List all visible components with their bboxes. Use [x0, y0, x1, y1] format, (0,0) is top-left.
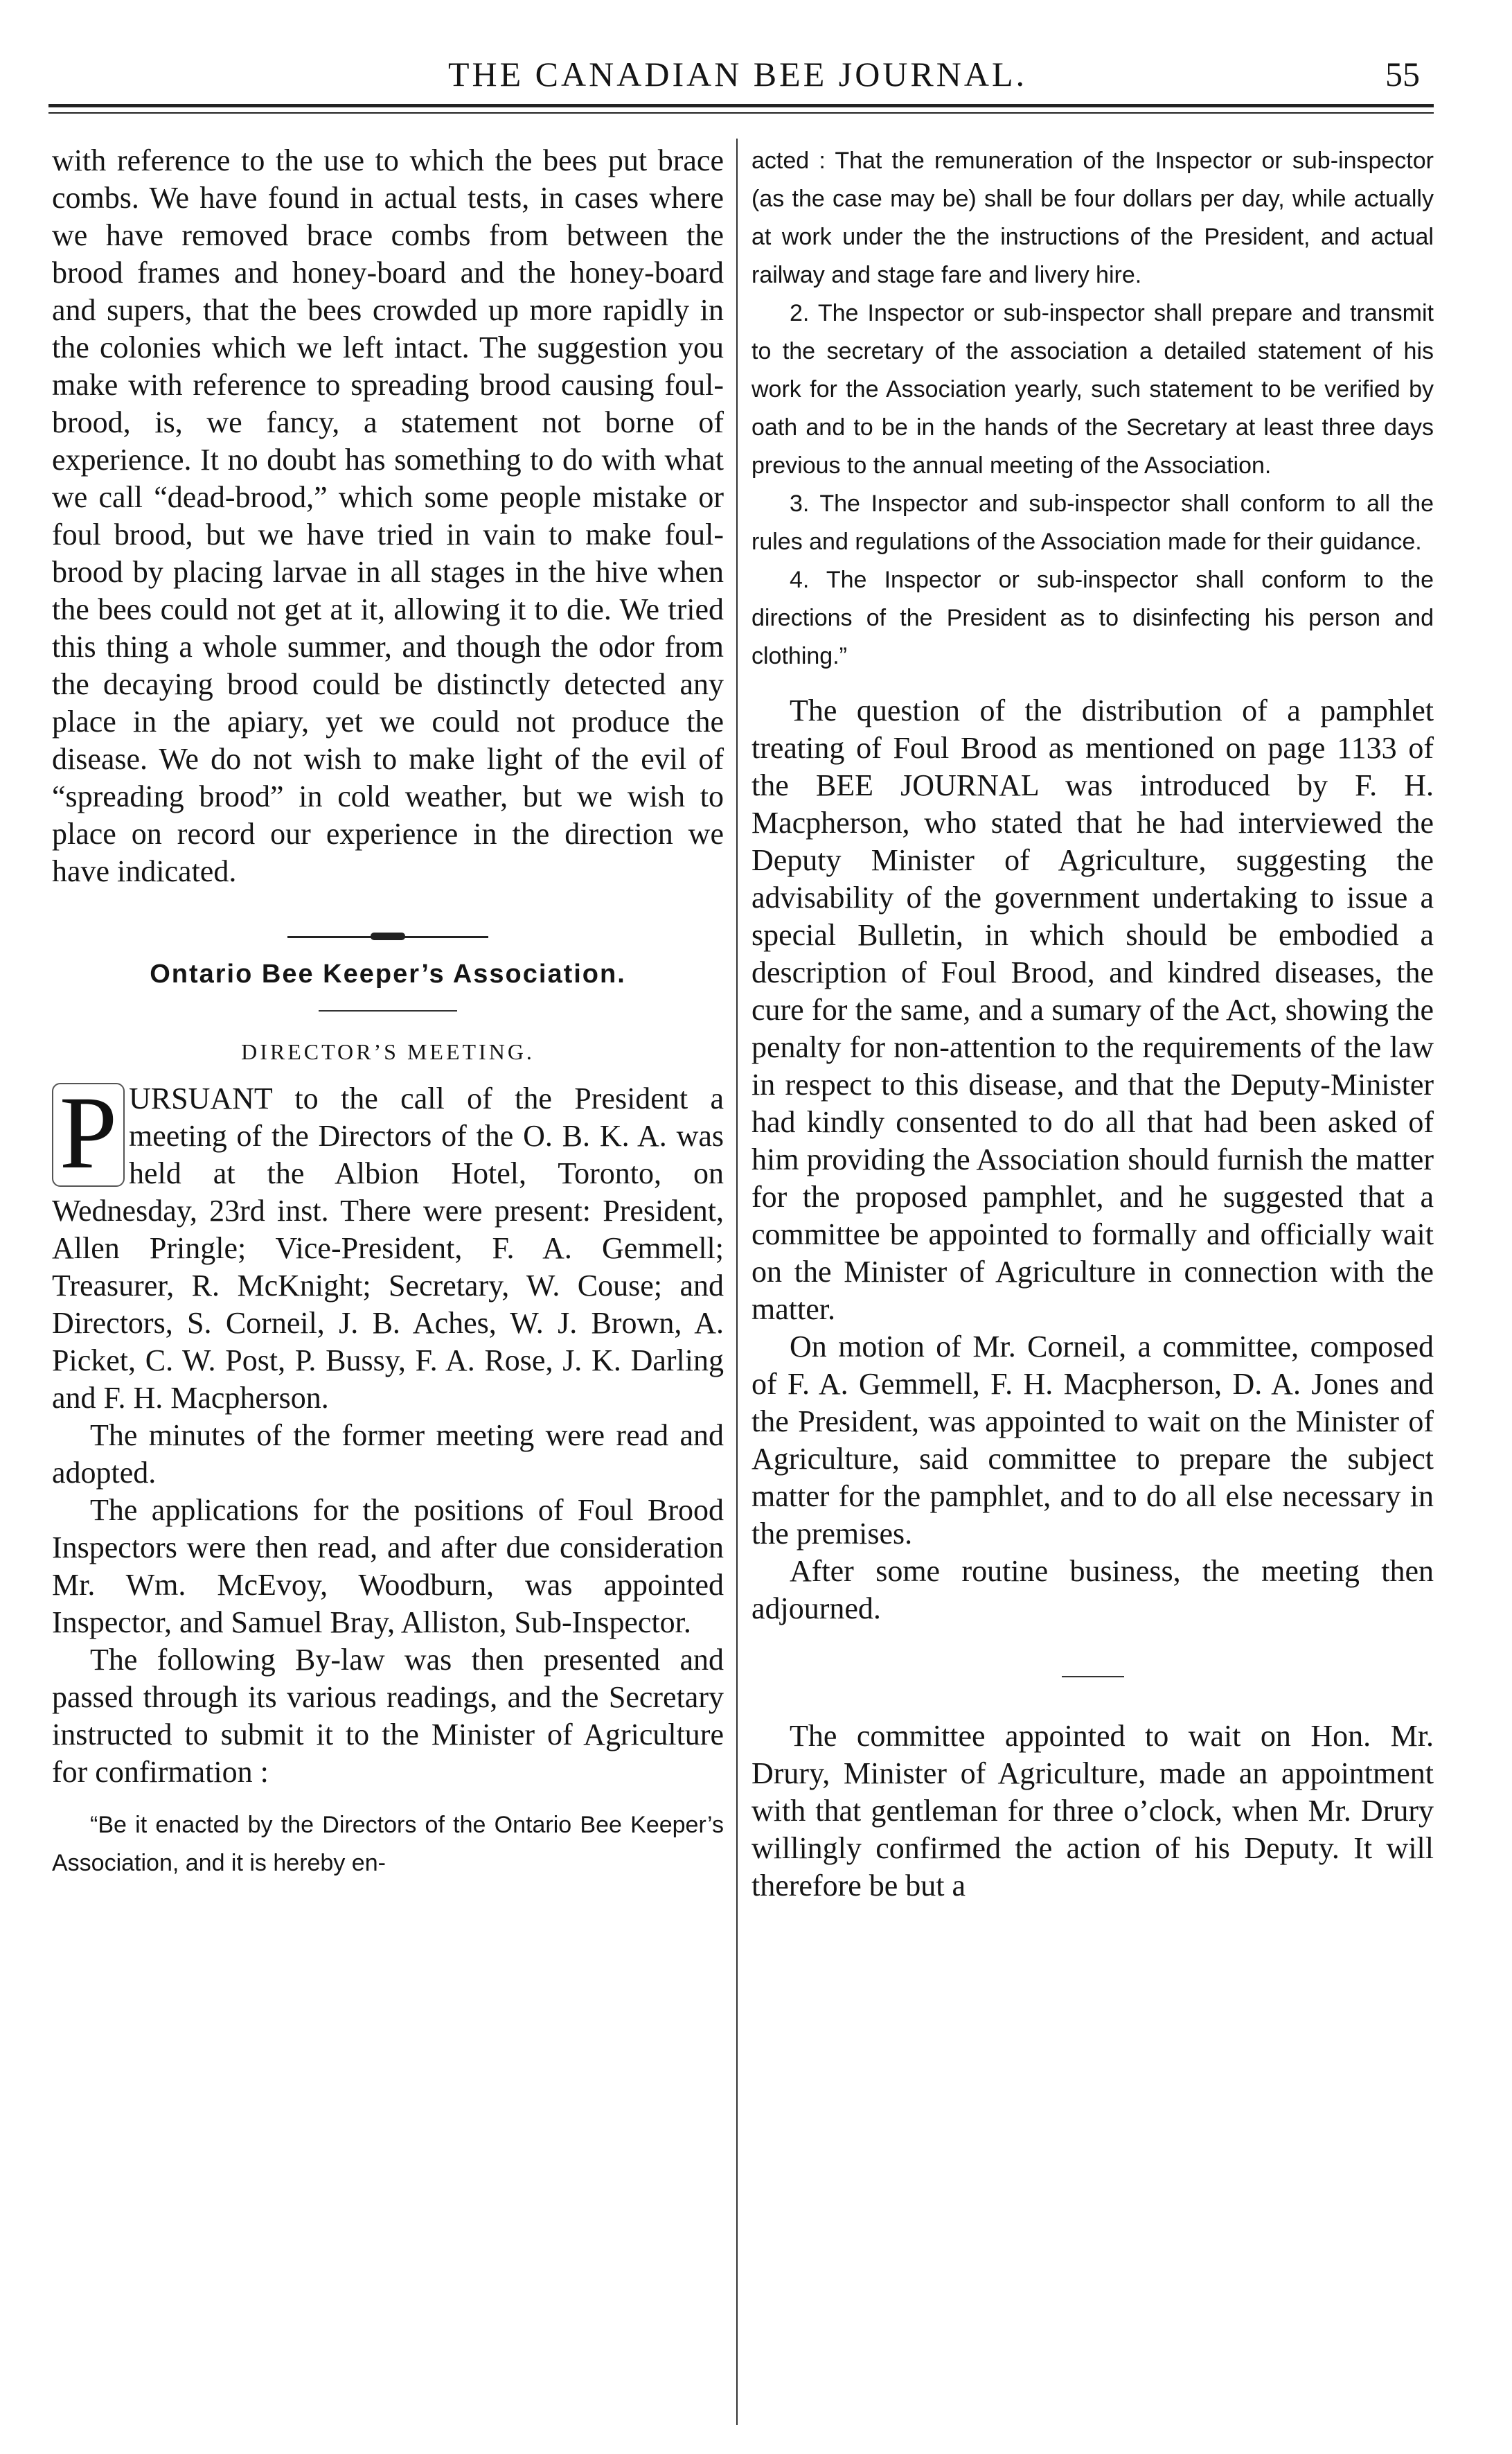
- journal-title: THE CANADIAN BEE JOURNAL.: [447, 55, 1028, 94]
- section-ornament: [52, 930, 724, 943]
- section-title: Ontario Bee Keeper’s Association.: [150, 960, 626, 989]
- separator-rule: [1062, 1676, 1124, 1677]
- pamphlet-paragraph: The question of the distribution of a pamphlet treating of Foul Brood as mentioned on page 1133 of the BEE JOURNAL was introduced by F. H. Macpherson, who stated that he had interviewed the Deputy Minister of Agriculture, suggesting the advisability of the government undertaking to issue a special Bulletin, in which should be embodied a description of Foul Brood, and kindred diseases, the cure for the same, and a sumary of the Act, showing the penalty for non-attention to the requirements of the law in respect to this disease, and that the Deputy-Minister had kindly consented to do all that had been asked of him providing the Association should furnish the matter for the proposed pamphlet, and he suggested that a committee be appointed to formally and officially wait on the Minister of Agriculture in connection with the matter.: [751, 694, 1434, 1326]
- committee-paragraph: The committee appointed to wait on Hon. Mr. Drury, Minister of Agriculture, made an appointment with that gentleman for three o’clock, when Mr. Drury willingly confirmed the action of his Deputy. It will therefore be but a: [751, 1719, 1434, 1903]
- header-rule-thick: [48, 104, 1434, 107]
- minutes-paragraph: The minutes of the former meeting were read and adopted.: [52, 1418, 724, 1490]
- page-number: 55: [1385, 55, 1420, 94]
- motion-paragraph: On motion of Mr. Corneil, a committee, composed of F. A. Gemmell, F. H. Macpherson, D. A. Jones and the President, was appointed to wait on the Minister of Agriculture, said committee to prepare the subject matter for the pamphlet, and to do all else necessary in the premises.: [751, 1330, 1434, 1551]
- bylaw-continued: acted : That the remuneration of the Inspector or sub-inspector (as the case may be) shall be four dollars per day, while actually at work under the the instructions of the President, and actual railway and stage fare and livery hire.: [751, 148, 1434, 288]
- column-divider: [736, 139, 738, 2425]
- right-column: [751, 142, 1434, 1905]
- bylaw-start: “Be it enacted by the Directors of the Ontario Bee Keeper’s Association, and it is hereby en-: [52, 1812, 724, 1876]
- applications-paragraph: The applications for the positions of Foul Brood Inspectors were then read, and after due consideration Mr. Wm. McEvoy, Woodburn, was appointed Inspector, and Samuel Bray, Alliston, Sub-Inspector.: [52, 1493, 724, 1639]
- meeting-paragraph: [52, 1075, 724, 1417]
- meeting-subhead: DIRECTOR’S MEETING.: [241, 1039, 535, 1064]
- continued-editorial-paragraph: with reference to the use to which the bees put brace combs. We have found in actual tests, in cases where we have removed brace combs from between the brood frames and honey-board and the honey-board and supers, that the bees crowded up more rapidly in the colonies which we left intact. The suggestion you make with reference to spreading brood causing foul-brood, is, we fancy, a statement not borne of experience. It no doubt has something to do with what we call “dead-brood,” which some people mistake or foul brood, but we have tried in vain to make foul-brood by placing larvae in all stages in the hive when the bees could not get at it, allowing it to die. We tried this thing a whole summer, and though the odor from the decaying brood could be distinctly detected any place in the apiary, yet we could not produce the disease. We do not wish to make light of the evil of “spreading brood” in cold weather, but we wish to place on record our experience in the direction we have indicated.: [52, 143, 724, 888]
- page-header: [48, 50, 1427, 105]
- meeting-paragraph-text: URSUANT to the call of the President a meeting of the Directors of the O. B. K. A. was held at the Albion Hotel, Toronto, on Wednesday, 23rd inst. There were present: President, Allen Pringle; Vice-President, F. A. Gemmell; Treasurer, R. McKnight; Secretary, W. Couse; and Directors, S. Corneil, J. B. Aches, W. J. Brown, A. Picket, C. W. Post, P. Bussy, F. A. Rose, J. K. Darling and F. H. Macpherson.: [52, 1082, 724, 1415]
- dropcap-letter: P: [52, 1083, 125, 1187]
- bylaw-item-2: 2. The Inspector or sub-inspector shall prepare and transmit to the secretary of the association a detailed statement of his work for the Association yearly, such statement to be verified by oath and to be in the hands of the Secretary at least three days previous to the annual meeting of the Association.: [751, 300, 1434, 479]
- bylaw-intro-paragraph: The following By-law was then presented and passed through its various readings, and the Secretary instructed to submit it to the Minister of Agriculture for confirmation :: [52, 1643, 724, 1789]
- header-rule-thin: [48, 112, 1434, 114]
- bylaw-item-3: 3. The Inspector and sub-inspector shall conform to all the rules and regulations of the Association made for their guidance.: [751, 491, 1434, 555]
- section-title-rule: [319, 1010, 457, 1012]
- bylaw-item-4: 4. The Inspector or sub-inspector shall conform to the directions of the President as to disinfecting his person and clothing.”: [751, 567, 1434, 669]
- left-column: [52, 142, 724, 1882]
- adjourn-paragraph: After some routine business, the meeting then adjourned.: [751, 1554, 1434, 1625]
